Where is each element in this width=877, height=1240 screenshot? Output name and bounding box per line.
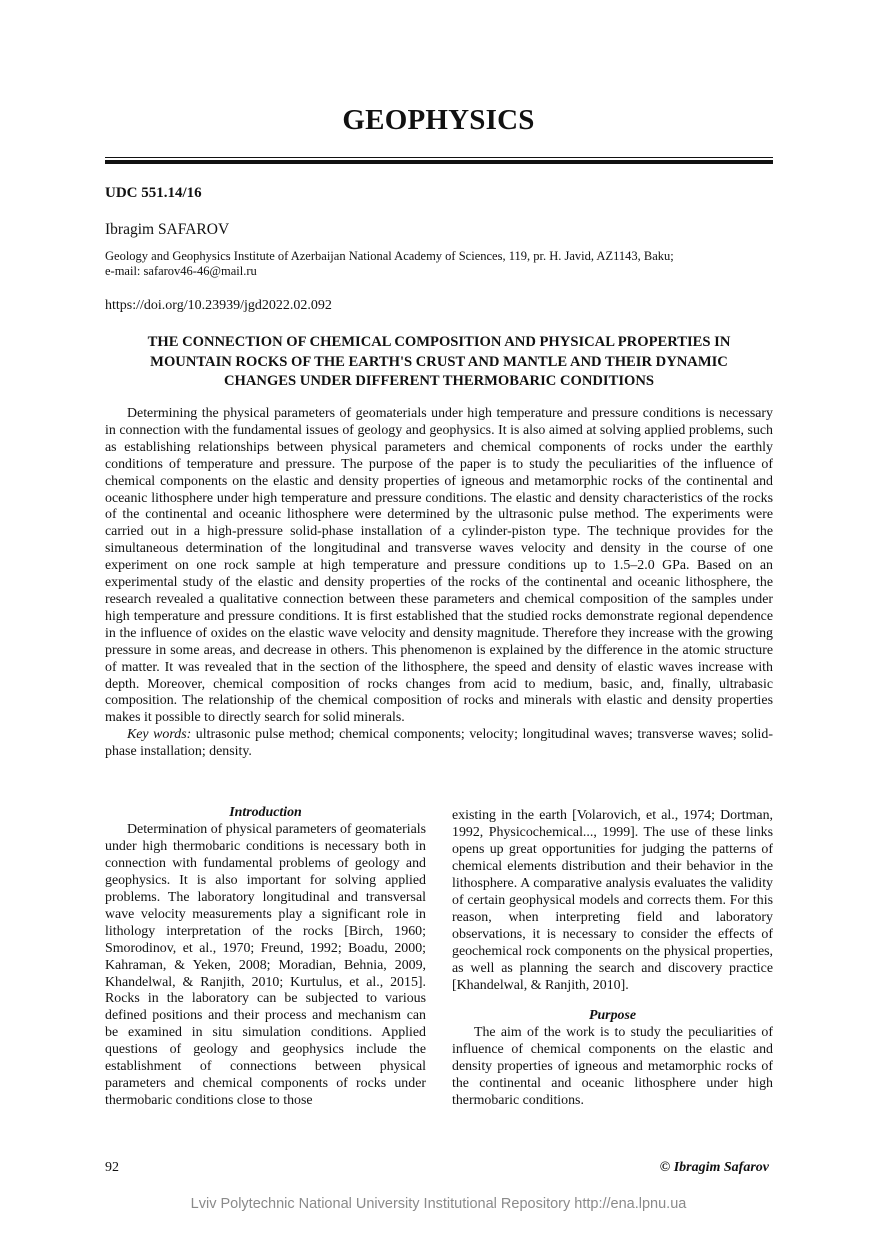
keywords-label: Key words: [127,727,192,743]
keywords [105,727,773,761]
title-line: THE CONNECTION OF CHEMICAL COMPOSITION AND PHYSICAL PROPERTIES IN [147,334,731,350]
page-number: 92 [105,1160,119,1175]
left-column [105,805,426,1110]
paper-title [105,333,773,392]
copyright-notice: © Ibragim Safarov [659,1160,769,1175]
affiliation-line: Geology and Geophysics Institute of Azerbaijan National Academy of Sciences, 119, pr. H. Javid, AZ1143, Baku; [105,249,674,263]
doi-link[interactable]: https://doi.org/10.23939/jgd2022.02.092 [105,298,332,313]
purpose-heading: Purpose [588,1008,637,1024]
author-affiliation [105,249,785,279]
title-line: CHANGES UNDER DIFFERENT THERMOBARIC CONDITIONS [223,373,655,389]
author-name: Ibragim SAFAROV [105,221,230,238]
keywords-list: ultrasonic pulse method; chemical components; velocity; longitudinal waves; transverse waves; solid-phase installation; density. [105,727,773,760]
introduction-heading: Introduction [229,805,302,820]
right-column [452,808,773,1110]
abstract [105,406,773,761]
repository-watermark: Lviv Polytechnic National University Institutional Repository http://ena.lpnu.ua [190,1196,687,1212]
udc-code: UDC 551.14/16 [105,185,202,201]
abstract-text: Determining the physical parameters of geomaterials under high temperature and pressure conditions is necessary in connection with the fundamental issues of geology and geophysics. It is also aimed at solving applied problems, such as establishing relationships between physical parameters and chemical components of rocks under the earthly conditions of temperature and pressure. The purpose of the paper is to study the peculiarities of the influence of chemical components on the elastic and density properties of igneous and metamorphic rocks of the continental and oceanic lithosphere under high temperature and pressure conditions. The elastic and density characteristics of the rocks of the continental and oceanic lithosphere were determined by the ultrasonic pulse method. The experiments were carried out in a high-pressure solid-phase installation of a cylinder-piston type. The technique provides for the simultaneous determination of the longitudinal and transverse waves velocity and density in the course of one experiment on one rock sample at high temperature and pressure conditions up to 1.5–2.0 GPa. Based on an experimental study of the elastic and density properties of the rocks of the continental and oceanic lithosphere, the research revealed a qualitative connection between these parameters and chemical composition of the samples under high temperature and pressure conditions. It is first established that the studied rocks demonstrate regional dependence in the influence of oxides on the elastic wave velocity and density magnitude. Therefore they increase with the growing pressure in some areas, and decrease in others. This phenomenon is explained by the difference in the atomic structure of matter. It was revealed that in the section of the lithosphere, the speed and density of elastic waves increase with depth. Moreover, chemical composition of rocks changes from acid to medium, basic, and, finally, ultrabasic composition. The relationship of the chemical composition of rocks and minerals with elastic and density properties makes it possible to directly search for solid minerals. [105,406,773,726]
author-email: e-mail: safarov46-46@mail.ru [105,264,257,278]
introduction-continuation: existing in the earth [Volarovich, et al., 1974; Dortman, 1992, Physicochemical..., 1999]. The use of these links opens up great opportunities for judging the patterns of chemical elements distribution and their behavior in the lithosphere. A comparative analysis evaluates the validity of certain geophysical models and corrects them. For this reason, when interpreting field and laboratory observations, it is necessary to consider the effects of geochemical rock components on the physical properties, as well as planning the search and discovery practice [Khandelwal, & Ranjith, 2010]. [452,808,773,993]
purpose-text: The aim of the work is to study the peculiarities of influence of chemical components on the elastic and density properties of igneous and metamorphic rocks of the continental and oceanic lithosphere under high thermobaric conditions. [452,1025,773,1109]
title-line: MOUNTAIN ROCKS OF THE EARTH'S CRUST AND MANTLE AND THEIR DYNAMIC [150,353,728,370]
header-rule-thick [105,160,773,164]
journal-section-title: GEOPHYSICS [342,104,535,136]
introduction-text: Determination of physical parameters of geomaterials under high thermobaric conditions is necessary both in connection with fundamental problems of geology and geophysics. It is also important for solving applied problems. The laboratory longitudinal and transversal wave velocity measurements play a significant role in lithology interpretation of the rocks [Birch, 1960; Smorodinov, et al., 1970; Freund, 1992; Boadu, 2000; Kahraman, & Yeken, 2008; Moradian, Behnia, 2009, Khandelwal, & Ranjith, 2010; Kurtulus, et al., 2015]. Rocks in the laboratory can be subjected to various defined positions and their process and mechanism can be examined in situ simulation conditions. Applied questions of geology and geophysics include the establishment of connections between physical parameters and chemical components of rocks under thermobaric conditions close to those [105,821,426,1109]
header-rule-thin [105,157,773,158]
